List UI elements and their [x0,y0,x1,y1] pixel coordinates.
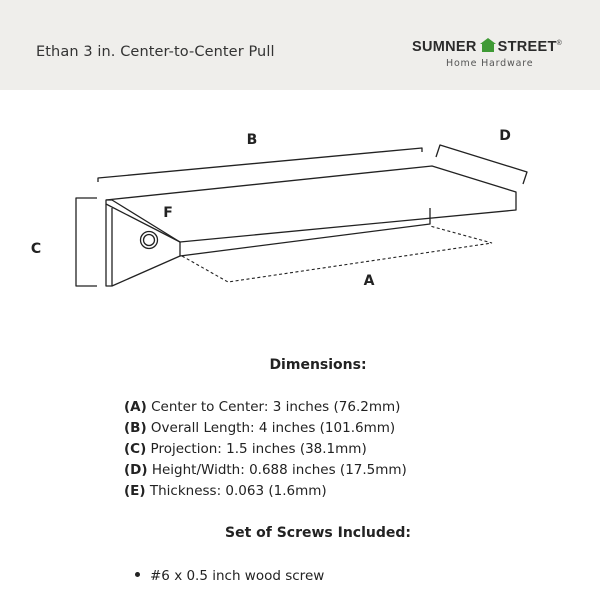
house-icon [480,38,496,52]
dimension-text: Center to Center: 3 inches (76.2mm) [146,399,401,415]
logo-word-right: STREET [497,39,557,55]
dimension-line-d [436,145,527,184]
registered-mark: ® [556,40,563,48]
dimension-key: (C) [124,441,147,457]
brand-logo [412,38,582,74]
screws-heading: Set of Screws Included: [224,525,412,541]
pull-top-face [106,166,516,242]
dimension-line-a [182,226,492,282]
dimension-text: Height/Width: 0.688 inches (17.5mm) [147,462,407,478]
dimension-row [124,483,407,504]
pull-front-edge [180,208,430,256]
label-a: A [363,273,375,289]
screw-list [135,568,324,584]
dimension-row [124,462,407,483]
label-c: C [30,241,42,257]
product-title: Ethan 3 in. Center-to-Center Pull [36,44,275,60]
dimension-key: (A) [124,399,147,415]
dimension-text: Thickness: 0.063 (1.6mm) [145,483,327,499]
label-d: D [499,128,511,144]
dimensions-heading: Dimensions: [269,357,367,373]
dimension-row [124,441,407,462]
logo-subtitle: Home Hardware [446,58,534,69]
dimension-text: Projection: 1.5 inches (38.1mm) [146,441,367,457]
dimension-line-c [76,198,97,286]
screw-item-text: #6 x 0.5 inch wood screw [150,568,325,584]
dimension-key: (B) [124,420,147,436]
screw-list-item [135,568,324,584]
logo-word-left: SUMNER [412,39,477,55]
dimension-key: (E) [124,483,146,499]
header-bar [0,0,600,90]
pull-diagram [0,100,600,320]
dimension-row [124,399,407,420]
dimension-text: Overall Length: 4 inches (101.6mm) [146,420,396,436]
dimensions-list [124,399,407,504]
dimension-line-b [98,148,422,182]
label-b: B [246,132,258,148]
bullet-icon [135,572,140,577]
label-f: F [163,205,173,221]
dimension-row [124,420,407,441]
dimension-key: (D) [124,462,148,478]
